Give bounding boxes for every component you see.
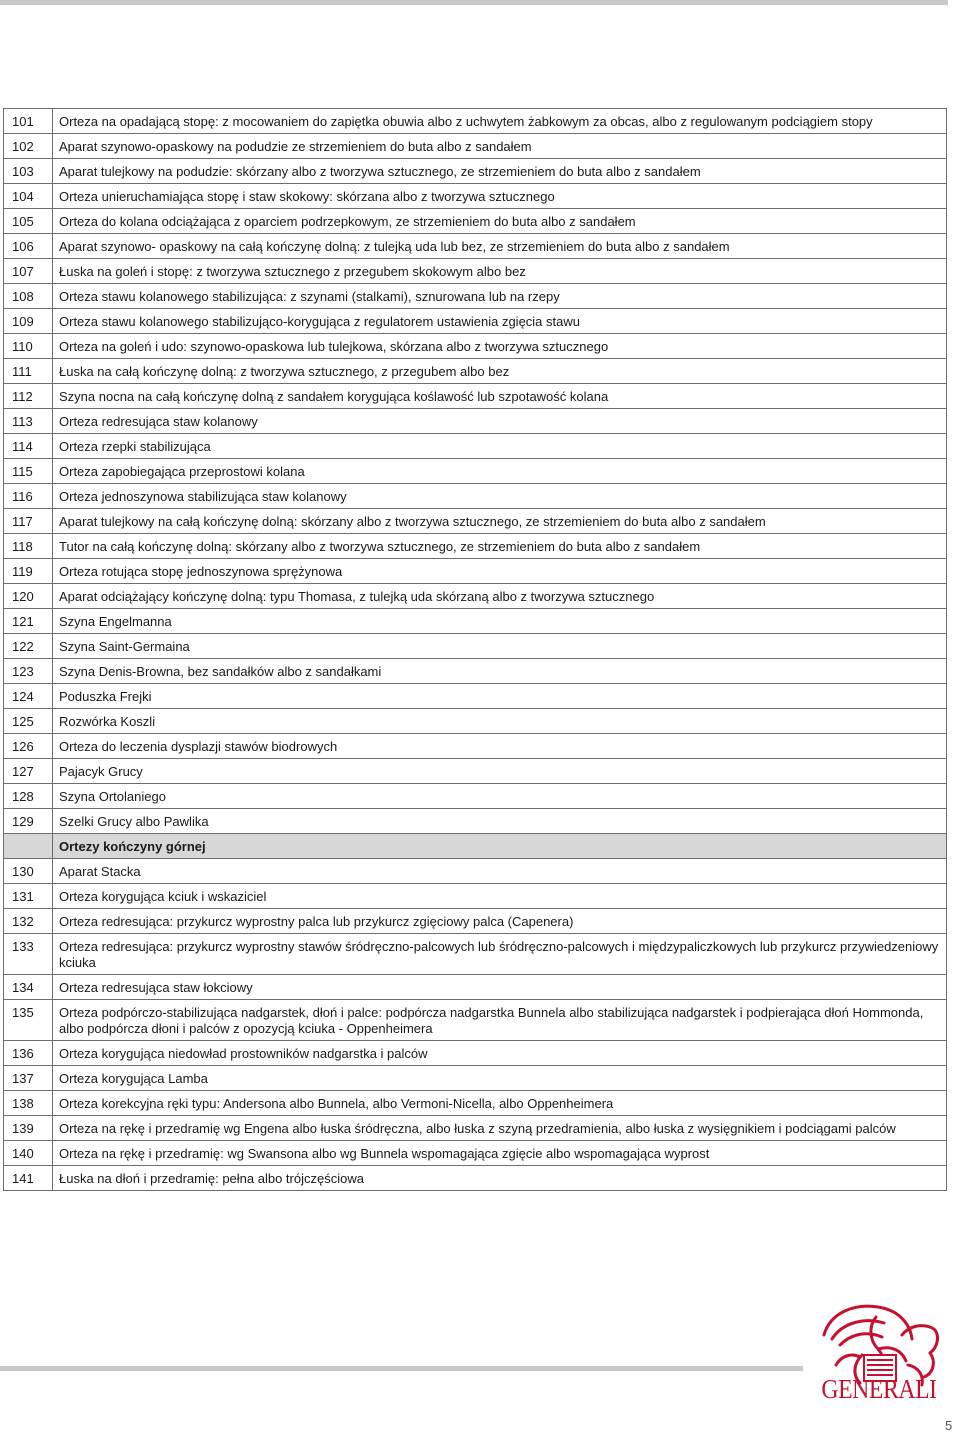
table-row <box>4 209 947 234</box>
table-row <box>4 409 947 434</box>
table-row <box>4 284 947 309</box>
generali-wordmark: GENERALI <box>821 1374 937 1404</box>
table-row <box>4 1066 947 1091</box>
table-row <box>4 934 947 975</box>
table-row <box>4 1091 947 1116</box>
item-number: 110 <box>4 334 53 359</box>
item-number: 123 <box>4 659 53 684</box>
item-description: Orteza redresująca: przykurcz wyprostny palca lub przykurcz zgięciowy palca (Capenera) <box>53 909 947 934</box>
item-number: 138 <box>4 1091 53 1116</box>
table-row <box>4 1166 947 1191</box>
table-row <box>4 759 947 784</box>
item-description: Orteza na rękę i przedramię: wg Swansona albo wg Bunnela wspomagająca zgięcie albo wspomagająca wyprost <box>53 1141 947 1166</box>
table-row <box>4 734 947 759</box>
item-number: 124 <box>4 684 53 709</box>
item-number: 103 <box>4 159 53 184</box>
item-number: 129 <box>4 809 53 834</box>
table-row <box>4 584 947 609</box>
table-row <box>4 659 947 684</box>
table-row <box>4 684 947 709</box>
item-description: Szyna Ortolaniego <box>53 784 947 809</box>
item-number: 113 <box>4 409 53 434</box>
item-number: 104 <box>4 184 53 209</box>
item-description: Szyna Saint-Germaina <box>53 634 947 659</box>
item-description: Orteza na opadającą stopę: z mocowaniem do zapiętka obuwia albo z uchwytem żabkowym za obcas, albo z regulowanym podciągiem stopy <box>53 109 947 134</box>
item-number: 107 <box>4 259 53 284</box>
table-row <box>4 709 947 734</box>
item-number: 132 <box>4 909 53 934</box>
table-row <box>4 509 947 534</box>
item-description: Aparat tulejkowy na podudzie: skórzany albo z tworzywa sztucznego, ze strzemieniem do buta albo z sandałem <box>53 159 947 184</box>
item-description: Orteza na rękę i przedramię wg Engena albo łuska śródręczna, albo łuska z szyną przedramienia, albo łuska z wysięgnikiem i podciągami palców <box>53 1116 947 1141</box>
table-row <box>4 184 947 209</box>
item-description: Poduszka Frejki <box>53 684 947 709</box>
item-number: 102 <box>4 134 53 159</box>
table-row <box>4 384 947 409</box>
item-number: 112 <box>4 384 53 409</box>
item-description: Orteza do leczenia dysplazji stawów biodrowych <box>53 734 947 759</box>
table-row <box>4 534 947 559</box>
table-row <box>4 859 947 884</box>
table-row <box>4 434 947 459</box>
table-body <box>4 109 947 1191</box>
item-number: 128 <box>4 784 53 809</box>
item-number: 125 <box>4 709 53 734</box>
table-row <box>4 484 947 509</box>
item-description: Orteza korygująca kciuk i wskaziciel <box>53 884 947 909</box>
item-description: Łuska na goleń i stopę: z tworzywa sztucznego z przegubem skokowym albo bez <box>53 259 947 284</box>
table-row <box>4 559 947 584</box>
item-number: 127 <box>4 759 53 784</box>
item-number: 126 <box>4 734 53 759</box>
item-description: Orteza redresująca staw łokciowy <box>53 975 947 1000</box>
item-description: Aparat Stacka <box>53 859 947 884</box>
table-row <box>4 359 947 384</box>
item-number: 105 <box>4 209 53 234</box>
table-row <box>4 459 947 484</box>
table-row <box>4 1116 947 1141</box>
item-description: Orteza korygująca Lamba <box>53 1066 947 1091</box>
table-row <box>4 1041 947 1066</box>
item-number: 116 <box>4 484 53 509</box>
item-description: Orteza do kolana odciążająca z oparciem podrzepkowym, ze strzemieniem do buta albo z sandałem <box>53 209 947 234</box>
section-header-row <box>4 834 947 859</box>
item-number: 120 <box>4 584 53 609</box>
item-description: Orteza stawu kolanowego stabilizująca: z szynami (stalkami), sznurowana lub na rzepy <box>53 284 947 309</box>
item-description: Tutor na całą kończynę dolną: skórzany albo z tworzywa sztucznego, ze strzemieniem do buta albo z sandałem <box>53 534 947 559</box>
page-number: 5 <box>945 1418 953 1433</box>
item-description: Aparat tulejkowy na całą kończynę dolną: skórzany albo z tworzywa sztucznego, ze strzemieniem do buta albo z sandałem <box>53 509 947 534</box>
item-number: 135 <box>4 1000 53 1041</box>
table-row <box>4 334 947 359</box>
item-number: 134 <box>4 975 53 1000</box>
item-number <box>4 834 53 859</box>
table-row <box>4 1141 947 1166</box>
table-row <box>4 234 947 259</box>
item-number: 136 <box>4 1041 53 1066</box>
table-row <box>4 634 947 659</box>
item-description: Orteza redresująca staw kolanowy <box>53 409 947 434</box>
table-row <box>4 309 947 334</box>
table-row <box>4 809 947 834</box>
orthosis-list-table <box>3 108 947 1191</box>
item-number: 106 <box>4 234 53 259</box>
top-divider <box>0 0 948 5</box>
item-description: Aparat odciążający kończynę dolną: typu Thomasa, z tulejką uda skórzaną albo z tworzywa sztucznego <box>53 584 947 609</box>
item-number: 119 <box>4 559 53 584</box>
item-description: Szyna nocna na całą kończynę dolną z sandałem korygująca koślawość lub szpotawość kolana <box>53 384 947 409</box>
table-row <box>4 909 947 934</box>
item-description: Orteza jednoszynowa stabilizująca staw kolanowy <box>53 484 947 509</box>
table-row <box>4 134 947 159</box>
item-description: Pajacyk Grucy <box>53 759 947 784</box>
item-number: 121 <box>4 609 53 634</box>
item-description: Orteza korekcyjna ręki typu: Andersona albo Bunnela, albo Vermoni-Nicella, albo Oppenheimera <box>53 1091 947 1116</box>
table-row <box>4 109 947 134</box>
item-number: 101 <box>4 109 53 134</box>
table-row <box>4 259 947 284</box>
item-number: 133 <box>4 934 53 975</box>
item-number: 108 <box>4 284 53 309</box>
item-description: Szyna Engelmanna <box>53 609 947 634</box>
item-number: 131 <box>4 884 53 909</box>
table-row <box>4 159 947 184</box>
bottom-divider <box>0 1366 803 1371</box>
item-description: Łuska na dłoń i przedramię: pełna albo trójczęściowa <box>53 1166 947 1191</box>
item-number: 115 <box>4 459 53 484</box>
item-description: Aparat szynowo- opaskowy na całą kończynę dolną: z tulejką uda lub bez, ze strzemieniem do buta albo z sandałem <box>53 234 947 259</box>
item-number: 111 <box>4 359 53 384</box>
item-number: 109 <box>4 309 53 334</box>
table-row <box>4 975 947 1000</box>
table-row <box>4 1000 947 1041</box>
item-description: Orteza redresująca: przykurcz wyprostny stawów śródręczno-palcowych lub śródręczno-palcowych i międzypaliczkowych lub przykurcz przywiedzeniowy kciuka <box>53 934 947 975</box>
item-number: 117 <box>4 509 53 534</box>
item-description: Orteza zapobiegająca przeprostowi kolana <box>53 459 947 484</box>
item-number: 122 <box>4 634 53 659</box>
item-description: Szelki Grucy albo Pawlika <box>53 809 947 834</box>
item-number: 139 <box>4 1116 53 1141</box>
item-number: 114 <box>4 434 53 459</box>
item-description: Orteza korygująca niedowład prostowników nadgarstka i palców <box>53 1041 947 1066</box>
item-number: 118 <box>4 534 53 559</box>
item-description: Aparat szynowo-opaskowy na podudzie ze strzemieniem do buta albo z sandałem <box>53 134 947 159</box>
table-row <box>4 784 947 809</box>
item-number: 130 <box>4 859 53 884</box>
section-title: Ortezy kończyny górnej <box>53 834 947 859</box>
item-number: 141 <box>4 1166 53 1191</box>
item-description: Orteza rzepki stabilizująca <box>53 434 947 459</box>
item-description: Rozwórka Koszli <box>53 709 947 734</box>
item-description: Łuska na całą kończynę dolną: z tworzywa sztucznego, z przegubem albo bez <box>53 359 947 384</box>
item-number: 137 <box>4 1066 53 1091</box>
item-description: Szyna Denis-Browna, bez sandałków albo z sandałkami <box>53 659 947 684</box>
table-row <box>4 609 947 634</box>
item-description: Orteza podpórczo-stabilizująca nadgarstek, dłoń i palce: podpórcza nadgarstka Bunnela albo stabilizująca nadgarstek i podpierająca dłoń Hommonda, albo podpórcza dłoni i palców z opozycją kciuka - Oppenheimera <box>53 1000 947 1041</box>
item-description: Orteza stawu kolanowego stabilizująco-korygująca z regulatorem ustawienia zgięcia stawu <box>53 309 947 334</box>
table-row <box>4 884 947 909</box>
item-description: Orteza rotująca stopę jednoszynowa sprężynowa <box>53 559 947 584</box>
item-description: Orteza unieruchamiająca stopę i staw skokowy: skórzana albo z tworzywa sztucznego <box>53 184 947 209</box>
item-description: Orteza na goleń i udo: szynowo-opaskowa lub tulejkowa, skórzana albo z tworzywa sztucznego <box>53 334 947 359</box>
item-number: 140 <box>4 1141 53 1166</box>
